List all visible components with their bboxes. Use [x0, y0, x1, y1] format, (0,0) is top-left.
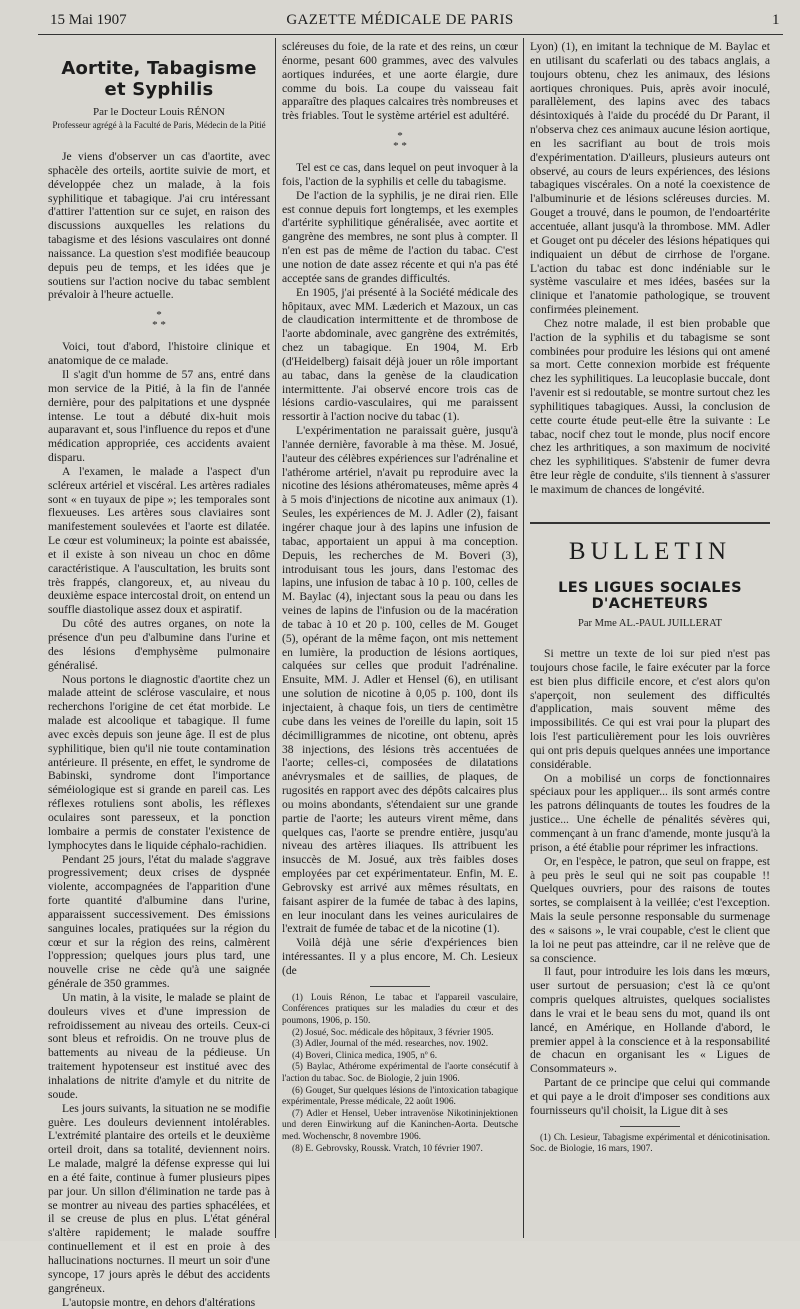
article-affiliation: Professeur agrégé à la Faculté de Paris, Médecin de la Pitié [48, 120, 270, 130]
article-paragraph: Tel est ce cas, dans lequel on peut invoquer à la fois, l'action de la syphilis et celle du tabagisme. [282, 161, 518, 189]
bulletin-paragraph: On a mobilisé un corps de fonctionnaires spéciaux pour les appliquer... ils sont armés contre les patrons délinquants de toutes les foudres de la justice... Une échelle de pénalités sévères qui, commençant à un franc d'amende, monte jusqu'à la prison, a été établie pour réprimer les infractions. [530, 772, 770, 855]
article-paragraph: Je viens d'observer un cas d'aortite, avec sphacèle des orteils, aortite suivie de mort, et développée chez un malade, à la fois syphilitique et tabagique. J'ai cru intéressant d'attirer l'attention sur ce sujet, en raison des discussions auxquelles les relations du tabagisme et des lésions vasculaires ont donné naissance. La question s'est modifiée beaucoup depuis peu de temps, et les idées que je soutiens sur l'action nocive du tabac semblent prévaloir à l'heure actuelle. [48, 150, 270, 302]
column-divider-2 [523, 38, 524, 1238]
section-separator-stars: * * * [282, 131, 518, 151]
masthead [0, 0, 800, 34]
article-paragraph: scléreuses du foie, de la rate et des reins, un cœur énorme, pesant 600 grammes, avec des valvules aortiques indurées, et une aorte élargie, dure comme du bois. La coupe du vaisseau fait apparaître des plaques calcaires très nombreuses et très friables. Tout le système artériel est adultéré. [282, 40, 518, 123]
bulletin-paragraph: Partant de ce principe que celui qui commande et qui paye a le droit d'imposer ses conditions aux fournisseurs qu'il choisit, la Ligue dit à ses [530, 1076, 770, 1118]
footnote-separator [620, 1126, 680, 1127]
bulletin-rule-top [530, 522, 770, 524]
footnote: (1) Ch. Lesieur, Tabagisme expérimental et dénicotinisation. Soc. de Biologie, 16 mars, 1907. [530, 1133, 770, 1156]
bulletin-paragraph: Si mettre un texte de loi sur pied n'est pas toujours chose facile, le faire exécuter par la force est bien plus difficile encore, et c'est alors qu'on s'aperçoit, non seulement des difficultés d'application, mais souvent même des impossibilités. Ce qui est vrai pour la plupart des lois l'est particulièrement pour les lois ouvrières qui ont pris depuis quelques années une importance considérable. [530, 647, 770, 772]
section-separator-stars: * * * [48, 310, 270, 330]
bulletin-byline: Par Mme AL.-PAUL JUILLERAT [530, 618, 770, 629]
masthead-rule [38, 34, 783, 35]
bulletin-paragraph: Or, en l'espèce, le patron, que seul on frappe, est à peu près le seul qui ne soit pas coupable !! Quelques ouvriers, pour des raisons de toutes sortes, se complaisent à la veillée; c'est l'exception. Mais la seule personne responsable du surmenage des « saisons », le vrai coupable, c'est le client que la loi ne peut pas atteindre, car il ne relève que de sa conscience. [530, 855, 770, 966]
footnote: (3) Adler, Journal of the méd. researches, nov. 1902. [282, 1039, 518, 1051]
issue-date: 15 Mai 1907 [50, 12, 127, 29]
article-paragraph: Lyon) (1), en imitant la technique de M. Baylac et en utilisant du scaferlati ou des tabacs anglais, a toujours obtenu, chez les animaux, des lésions aortiques chroniques. Puis, après avoir inoculé, parallèlement, des lapins avec des tabacs désintoxiqués à l'aide du procédé du Dr Parant, il n'observa chez ces animaux aucune lésion aortique, en les sacrifiant au bout de trois mois d'expérimentation. D'ailleurs, plusieurs auteurs ont observé, au cours de leurs expériences, des lésions tabagiques viscérales. On a noté la coexistence de l'albuminurie et de lésions scléreuses durcies. M. Gouget a trouvé, dans le poumon, de l'endoartérite accentuée, allant jusqu'à la thrombose. MM. Adler et Gouget ont pu déceler des lésions hépatiques qui indiquaient un début de cirrhose de l'organe. L'action du tabac est donc indéniable sur le système vasculaire et mes idées, basées sur la clinique et l'anatomie pathologique, se trouvent confirmées pleinement. [530, 40, 770, 317]
footnote-separator [370, 986, 430, 987]
article-paragraph: Un matin, à la visite, le malade se plaint de douleurs vives et d'une impression de refroidissement au niveau des orteils. Ceux-ci sont bleus et refroidis. On ne trouve plus de battements au niveau de la pédieuse. Un traitement hypotenseur est institué avec des inhalations de nitrite d'amyle et du nitrite de soude. [48, 991, 270, 1102]
article-title: Aortite, Tabagisme et Syphilis [48, 58, 270, 100]
article-paragraph: A l'examen, le malade a l'aspect d'un scléreux artériel et viscéral. Les artères radiales sont « en tuyaux de pipe »; les temporales sont flexueuses. Les artères sous claviaires sont manifestement soulevées et l'aorte est dilatée. Le cœur est volumineux; la pointe est abaissée, et il existe à son niveau un choc en dôme caractéristique. A l'auscultation, les bruits sont très frappés, clangoreux, et, au niveau du deuxième espace intercostal droit, on entend un souffle diastolique assez doux et aspiratif. [48, 465, 270, 617]
column-divider-1 [275, 38, 276, 1238]
footnote: (8) E. Gebrovsky, Roussk. Vratch, 10 février 1907. [282, 1144, 518, 1156]
article-paragraph: L'autopsie montre, en dehors d'altérations [48, 1296, 270, 1309]
article-paragraph: De l'action de la syphilis, je ne dirai rien. Elle est connue depuis fort longtemps, et les exemples d'artérite syphilitique généralisée, avec aortite et gangrène des membres, ne sont plus à compter. Il n'en est pas de même de l'action du tabac. C'est une notion de date assez récente et qui n'a pas été acceptée sans de grandes difficultés. [282, 189, 518, 286]
article-paragraph: Chez notre malade, il est bien probable que l'action de la syphilis et du tabagisme se sont combinées pour produire les lésions qui ont amené sa mort. Cette connexion morbide est fréquente chez les syphilitiques. La leucoplasie buccale, dont l'avenir est si redoutable, se montre surtout chez les syphilitiques tabagiques. Aussi, la conclusion de cette courte étude peut-elle être la suivante : Le tabac, nocif chez tout le monde, plus nocif encore chez les arthritiques, a son maximum de nocivité chez les syphilitiques. S'abstenir de fumer devra être leur règle de conduite, s'ils tiennent à s'assurer le maximum de chances de longévité. [530, 317, 770, 497]
article-paragraph: Voici, tout d'abord, l'histoire clinique et anatomique de ce malade. [48, 340, 270, 368]
column-2 [282, 40, 518, 1236]
article-paragraph: En 1905, j'ai présenté à la Société médicale des hôpitaux, avec MM. Læderich et Mazoux, un cas de claudication intermittente et de thrombose de l'aorte abdominale, avec gangrène des extrémités, chez un tabagique. En 1904, M. Erb (d'Heidelberg) faisait déjà jouer un rôle important au tabac, dans la genèse de la claudication intermittente. J'ai observé encore trois cas de lésions cardio-vasculaires, qui me paraissent ressortir à l'action nocive du tabac (1). [282, 286, 518, 424]
article-paragraph: Voilà déjà une série d'expériences bien intéressantes. Il y a plus encore, M. Ch. Lesieux (de [282, 936, 518, 978]
footnote: (4) Boveri, Clinica medica, 1905, nº 6. [282, 1051, 518, 1063]
bulletin-title: LES LIGUES SOCIALES D'ACHETEURS [530, 580, 770, 612]
article-paragraph: Il s'agit d'un homme de 57 ans, entré dans mon service de la Pitié, à la fin de l'année dernière, pour des palpitations et une dyspnée intense. Le tout a débuté dix-huit mois auparavant et, sous l'influence du repos et d'une médication appropriée, ces accidents avaient disparu. [48, 368, 270, 465]
footnote: (5) Baylac, Athérome expérimental de l'aorte consécutif à l'action du tabac. Soc. de Biologie, 2 juin 1906. [282, 1062, 518, 1085]
journal-title: GAZETTE MÉDICALE DE PARIS [0, 12, 800, 29]
column-3-article [530, 40, 770, 518]
article-paragraph: Pendant 25 jours, l'état du malade s'aggrave progressivement; deux crises de dyspnée violente, accompagnées de l'apparition d'une forte quantité d'albumine dans l'urine, apparaissent successivement. Des émissions sanguines locales, pratiquées sur la région du cœur et sur la région des reins, calmèrent l'oppression; quelques jours plus tard, une nouvelle crise ne cède qu'à une saignée générale de 350 grammes. [48, 853, 270, 991]
article-paragraph: Du côté des autres organes, on note la présence d'un peu d'albumine dans l'urine et des lésions d'emphysème pulmonaire généralisé. [48, 617, 270, 672]
article-byline: Par le Docteur Louis RÉNON [48, 106, 270, 118]
bulletin-heading: BULLETIN [530, 538, 770, 566]
bulletin-section [530, 526, 770, 1236]
footnote: (2) Josué, Soc. médicale des hôpitaux, 3 février 1905. [282, 1028, 518, 1040]
footnote: (1) Louis Rénon, Le tabac et l'appareil vasculaire, Conférences pratiques sur les maladies du cœur et des poumons, 1906, p. 150. [282, 993, 518, 1028]
article-paragraph: Les jours suivants, la situation ne se modifie guère. Les douleurs deviennent intolérables. L'extrémité plantaire des orteils et le deuxième orteil droit, dans sa totalité, deviennent noirs. Le malade, malgré la défense expresse qui lui en a été faite, continue à fumer plusieurs pipes par jour. Un sillon d'élimination ne tarde pas à se montrer au niveau des parties sphacélées, et il se creuse de plus en plus. L'état général s'altère rapidement; le malade souffre continuellement et il est en proie à des hallucinations nocturnes. Il meurt un soir d'une syncope, 17 jours après le début des accidents gangréneux. [48, 1102, 270, 1296]
article-paragraph: Nous portons le diagnostic d'aortite chez un malade atteint de sclérose vasculaire, et nous recherchons l'origine de cet état morbide. Le malade est alcoolique et tabagique. Il fume avec excès depuis son jeune âge. Il est de plus syphilitique, bien qu'il nie toute contamination antérieure. Il présente, en effet, le syndrome de Babinski, syndrome dont l'importance séméiologique est si grande en pareil cas. Les réflexes rotuliens sont abolis, les réflexes oculaires sont paresseux, et la ponction lombaire a permis de constater l'existence de lymphocytes dans le liquide céphalo-rachidien. [48, 673, 270, 853]
page-number: 1 [772, 12, 780, 29]
bulletin-paragraph: Il faut, pour introduire les lois dans les mœurs, user surtout de persuasion; c'est là ce qu'ont compris quelques altruistes, quelques socialistes dans le vrai et le beau sens du mot, quand ils ont lancé, en Amérique, en Hollande d'abord, le premier appel à la conscience et à la responsabilité de chacun en organisant les « Ligues de Consommateurs ». [530, 965, 770, 1076]
article-paragraph: L'expérimentation ne paraissait guère, jusqu'à l'année dernière, favorable à ma thèse. M. Josué, l'auteur des célèbres expériences sur l'adrénaline et l'athérome artériel, n'avait pu reproduire avec la nicotine des lésions athéromateuses, même après 4 à 5 mois d'injections de nicotine aux animaux (1). Seules, les expériences de M. J. Adler (2), faisant ingérer chaque jour à des lapins une infusion de tabac, apportaient un appui à ma conception. Depuis, les recherches de M. Boveri (3), introduisant tous les jours, dans l'estomac des lapins, une infusion de tabac à 10 p. 100, celles de M. Baylac (4), injectant sous la peau ou dans les veines de lapins de l'infusion ou de la macération de tabac à 10 et 20 p. 100, celles de M. Gouget (5), opérant de la même façon, ont mis nettement en lumière, la production de lésions aortiques, calquées sur celles que produit l'adrénaline. Ensuite, MM. J. Adler et Hensel (6), en utilisant une solution de nicotine à 0,05 p. 100, dont ils injectaient, à chaque fois, un tiers de centimètre cube dans les veines de l'oreille du lapin, soit 15 décimilligrammes de nicotine, ont obtenu, après 38 injections, des lésions très accentuées de l'aorte; celles-ci, composées de dilatations anévrysmales et de saillies, de plaques, de rugosités en rapport avec des dépôts calcaires plus ou moins abondants, s'étendaient sur une grande partie de l'aorte; les auteurs virent même, dans quelques cas, l'aorte se prendre entière, jusqu'au niveau des artères iliaques. Ils attribuent les insuccès de M. Josué, aux très faibles doses employées par cet expérimentateur. Enfin, M. E. Gebrovsky est arrivé aux mêmes résultats, en faisant aspirer de la fumée de tabac à des lapins, en leur inoculant dans les veines auriculaires de l'extrait de fumée de tabac et de la nicotine (1). [282, 424, 518, 936]
column-1 [48, 40, 270, 1236]
footnote: (7) Adler et Hensel, Ueber intravenöse Nikotininjektionen und deren Einwirkung auf die Kaninchen-Aorta. Deutsche med. Wochenschr, 8 novembre 1906. [282, 1109, 518, 1144]
footnote: (6) Gouget, Sur quelques lésions de l'intoxication tabagique expérimentale, Presse médicale, 22 août 1906. [282, 1086, 518, 1109]
